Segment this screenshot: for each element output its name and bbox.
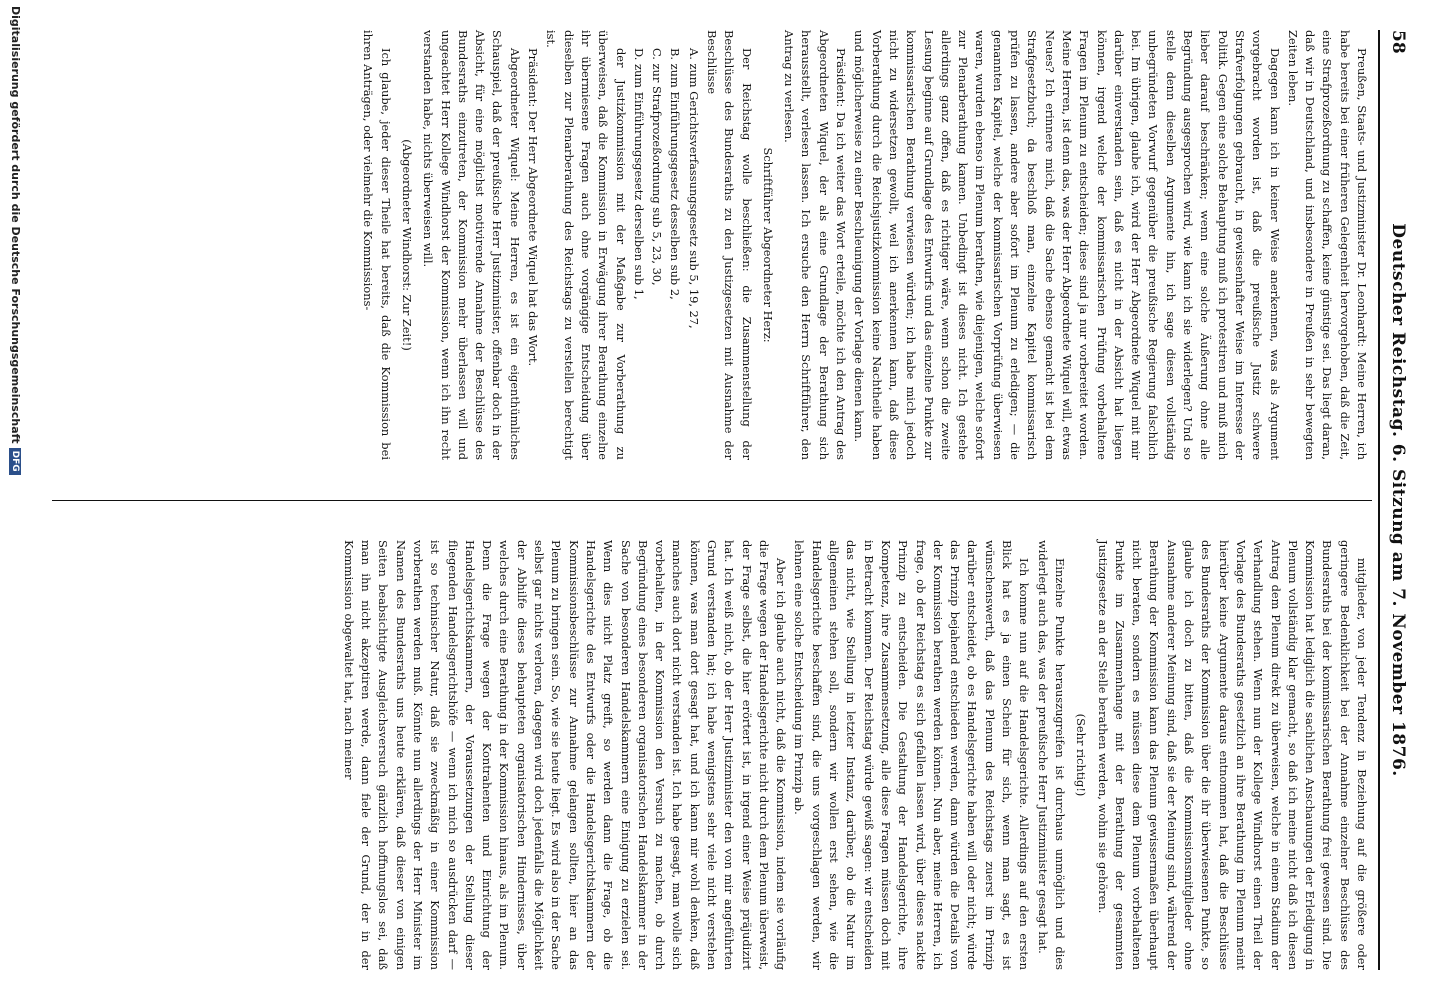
president-statement: Präsident: Da ich weiter das Wort erteile, möchte ich den Antrag des Abgeordneten Wiquel, der als eine Grundlage der Berathung sich herausstellt, verlesen lassen. Ich ersuche den Herrn Schriftführer, den Antrag zu verlesen. [782,30,849,460]
paragraph: mitglieder, von jeder Tendenz in Beziehung auf die größere oder geringere Bedenklichkeit bei der Annahme einzelner Beschlüsse des Bundesraths bei der kommissarischen Berathung frei gewesen sind. Die Kommission hat lediglich die sachlichen Anschauungen der Erledigung in Plenum vollständig klar gemacht, so daß ich meine nicht daß ich diesen Antrag dem Plenum direkt zu überweisen, welche in einem Stadium der Verhandlung stehen. Wenn nun der Kollege Windhorst einen Theil der Vorlage des Bundesraths gesetzlich an ihre Berathung im Plenum meint hierüber keine Argumente daraus entnommen hat, daß die Beschlüsse des Bundesraths der Kommission über die ihr überwiesenen Punkte, so glaube ich doch zu bitten, daß die Kommissionsmitglieder ohne Ausnahme anderer Meinung sind, daß sie der Meinung sind, während der Berathung der Kommission kann das Plenum gewissermaßen überhaupt nicht beraten, sondern es müssen diese dem Plenum vorbehaltenen Punkte im Zusammenhange mit der Berathung der gesammten Justizgesetze an der Stelle berathen werden, wohin sie gehören. [1095,540,1369,970]
speech-miquel: Abgeordneter Wiquel: Meine Herren, es ist ein eigenthümliches Schauspiel, daß der preußische Herr Justizminister, offenbar doch in der Absicht, für eine möglichst motivirende Annahme der Beschlüsse des Bundesraths einzutreten, der Kommission mehr überlassen will und ungeachtet Herr Kollege Windhorst der Kommission, wenn ich ihn recht verstanden habe, nichts überweisen will. [421,30,522,460]
interjection: (Sehr richtig!) [1074,713,1089,797]
dfg-logo: DFG [9,448,21,475]
left-column [358,30,1370,460]
interjection: (Abgeordneter Windhorst: Zur Zeit!) [399,139,414,351]
paragraph: Ich glaube, jeder dieser Theile hat bereits, daß die Kommission bei ihren Anträgen, oder vielmehr die Kommissions- [361,30,393,460]
motion-item: C. zur Strafprozeßordnung sub 5, 23, 30, [650,48,665,286]
column-divider [52,500,1372,501]
paragraph: Einzelne Punkte herauszugreifen ist durchaus unmöglich und dies widerlegt auch das, was der preußische Herr Justizminister gesagt hat. [1035,540,1067,970]
paragraph: Dagegen kann ich in keiner Weise anerkennen, was als Argument vorgebracht worden ist, daß die preußische Justiz schwere Strafverfolgungen gebraucht, in gewissenhafter Weise im Interesse der Politik. Gegen eine solche Behauptung muß ich protestiren und muß mich lieber darauf beschränken; wenn eine solche Äußerung ohne alle Begründung ausgesprochen wird, wie kann ich sie widerlegen? Und so stelle denn dieselben Argumente hin, ich sage diesen vollständig unbegründeten Vorwurf gegenüber die preußische Regierung falschlich bei. Im übrigen, glaube ich, wird der Herr Abgeordnete Wiquel mit mir darüber einverstanden sein, daß es nicht in der Absicht hat liegen können, irgend welche der kommissarischen Prüfung vorbehaltene Fragen im Plenum zu entscheiden; diese sind ja nur vorbereitet worden. Meine Herren, ist denn das, was der Herr Abgeordnete Wiquel will, etwas Neues? Ich erinnere mich, daß die Sache ebenso gemacht ist bei dem Strafgesetzbuch; da beschloß man, einzelne Kapitel kommissarisch prüfen zu lassen, andere aber sofort im Plenum zu erledigen; — die genannten Kapitel, welche der kommissarischen Vorprüfung überwiesen waren, wurden ebenso im Plenum berathen, wie diejenigen, welche sofort zur Plenarberathung kamen. Unbedingt ist dieses nicht. Ich gestehe allerdings ganz offen, daß es richtiger wäre, wenn schon die zweite Lesung beginne auf Grundlage des Entwurfs und das einzelne Punkte zur kommissarischen Berathung verwiesen würden; ich habe mich jedoch nicht zu widersetzen gewollt, weil ich anerkennen kann, daß diese Vorberathung durch die Reichsjustizkommission keine Nachtheile haben und möglicherweise zu einer Beschleunigung der Vorlage dienen kann. [852,30,1282,460]
paragraph: Preußen, Staats- und Justizminister Dr. Leonhardt: Meine Herren, ich habe bereits bei einer früheren Gelegenheit hervorgehoben, daß die Zeit, eine Strafprozeßordnung zu schaffen, keine günstige sei. Das liegt daran, daß wir in Deutschland, und insbesondere in Preußen in sehr bewegten Zeiten leben. [1285,30,1369,460]
motion-item: A. zum Gerichtsverfassungsgesetz sub 5, 19, 27, [686,48,701,329]
credit-text: Digitalisierung gefördert durch die Deutsche Forschungsgemeinschaft [9,6,22,444]
president-statement: Präsident: Der Herr Abgeordnete Wiquel hat das Wort. [526,48,541,367]
motion-intro: Der Reichstag wolle beschließen: die Zusammenstellung der Beschlüsse des Bundesraths zu den Justizgesetzen mit Ausnahme der Beschlüsse [705,30,754,460]
digitization-credit [9,6,22,475]
page-number: 58 [1388,30,1408,54]
secretary-label: Schriftführer Abgeordneter Herz: [760,147,775,343]
paragraph: Aber ich glaube auch nicht, daß die Kommission, indem sie vorläufig die Frage wegen der Handelsgerichte nicht durch dem Plenum überweist, der Frage selbst, die hier erörtert ist, in irgend einer Weise präjudizirt hat. Ich weiß nicht, ob der Herr Justizminister den von mir angeführten Grund verstanden hat; ich habe wenigstens sehr viele nicht verstehen können, was man dort gesagt hat, und ich kann mir wohl denken, daß manches auch dort nicht verstanden ist. Ich habe gesagt, man wolle sich vorbehalten, in der Kommission den Versuch zu machen, ob durch Begründung eines besonderen organisatorischen Handelskammer in der Sache von besonderen Handelskammern eine Einigung zu erzielen sei. Wenn dies nicht Platz greift, so werden dann die Frage, ob die Handelsgerichte des Entwurfs oder die Handelsgerichtskammern der Kommissionsbeschlüsse zur Annahme gelangen sollten, hier an das Plenum zu bringen sein. So, wie sie heute liegt. Es wird also in der Sache selbst gar nichts verloren, dagegen wird doch jedenfalls die Möglichkeit der Abhilfe dieses behaupteten organisatorischen Hindernisses, über welches durch eine Berathung in der Kommission hinaus, als im Plenum. Denn die Frage wegen der Kontrahenten und Einrichtung der Handelsgerichtskammern, der Voraussetzungen der Stellung dieser fliegenden Handelsgerichtshöfe — wenn ich mich so ausdrücken darf — ist so technischer Natur, daß sie zweckmäßig in einer Kommission vorberathen werden muß. Könnte nun allerdings der Herr Minister im Namen des Bundesraths uns heute erklären, daß dieser von einigen Seiten beabsichtigte Ausgleichsversuch gänzlich hoffnungslos sei, daß man ihn nicht akzeptiren werde, dann fiele der Grund, der in der Kommission obgewaltet hat, nach meiner [341,540,789,970]
page-header [1378,30,1412,970]
right-column [338,540,1370,970]
page-title: Deutscher Reichstag. 6. Sitzung am 7. November 1876. [1388,223,1408,777]
paragraph: Ich komme nun auf die Handelsgerichte. Allerdings auf den ersten Blick hat es ja einen Schein für sich, wenn man sagt, es ist wünschenswerth, daß das Plenum des Reichstags zuerst im Prinzip darüber entscheidet, ob es Handelsgerichte haben will oder nicht; würde das Prinzip bejahend entschieden werden, dann würden die Details von der Kommission berathen werden können. Nun aber, meine Herren, ich frage, ob der Reichstag es sich gefallen lassen wird, über dieses nackte Prinzip zu entscheiden. Die Gestaltung der Handelsgerichte, ihre Kompetenz, ihre Zusammensetzung, alle diese Fragen müssen doch mit in Betracht kommen. Der Reichstag würde gewiß sagen: wir entscheiden das nicht, wie Stellung in letzter Instanz, darüber, ob die Natur im allgemeinen stehen soll, sondern wir wollen erst sehen, wie die Handelsgerichte beschaffen sind, die uns vorgeschlagen werden, wir lehnen eine solche Entscheidung im Prinzip ab. [792,540,1032,970]
motion-item: D. zum Einführungsgesetz derselben sub 1, [631,48,646,300]
motion-rest: der Justizkommission mit der Maßgabe zur Vorberathung zu überweisen, daß die Kommission in Erwägung ihrer Berathung einzelne ihr übermiesene Fragen auch ohne vorgängige Entscheidung über dieselben zur Plenarberathung des Reichstags zu verstellen berechtigt ist. [544,30,628,460]
motion-item: B. zum Einführungsgesetz desselben sub 2, [668,48,683,300]
